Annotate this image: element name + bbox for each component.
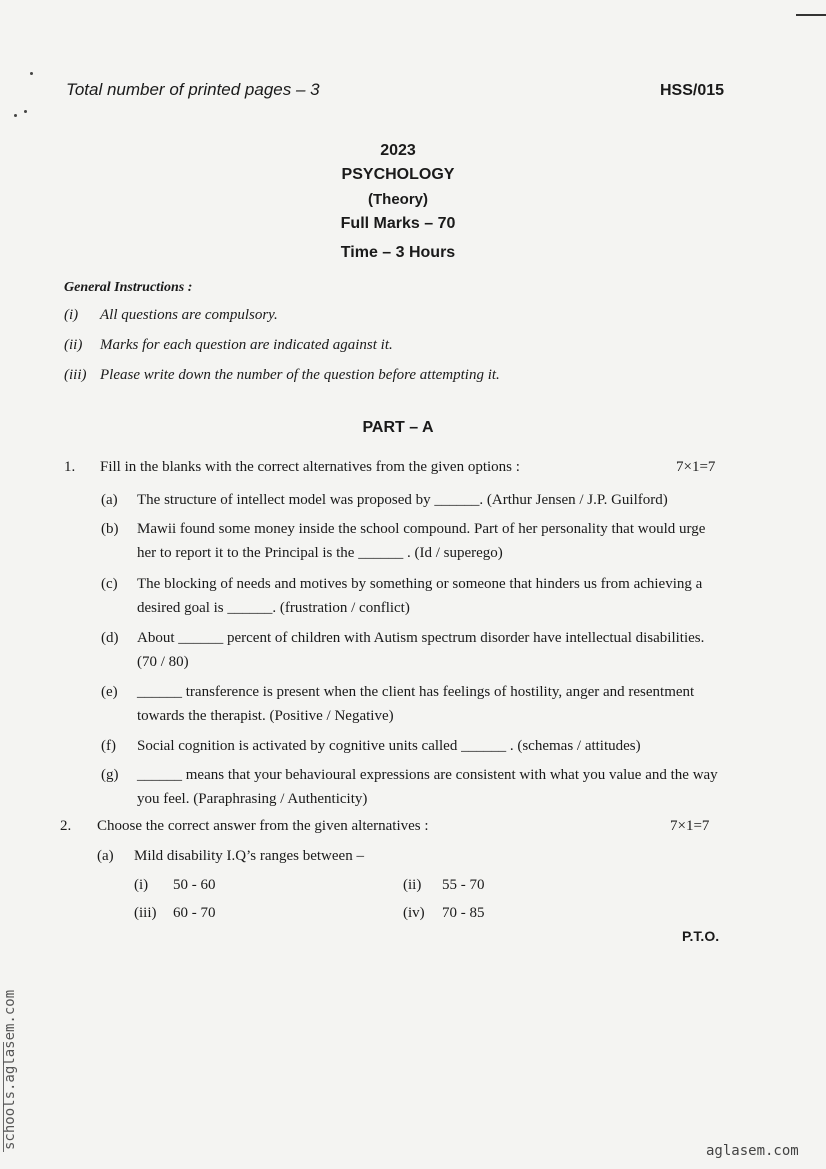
- q1-item-label: (c): [101, 576, 118, 592]
- part-a-heading: PART – A: [362, 419, 434, 436]
- q1-item-label: (g): [101, 767, 119, 783]
- q2-option-number: (ii): [403, 877, 422, 893]
- q1-item-text: ______ means that your behavioural expressions are consistent with what you value and the way you feel. (Paraphrasing / Authenticity): [137, 767, 718, 807]
- side-watermark: schools.aglasem.com: [2, 989, 18, 1150]
- instructions-heading: General Instructions :: [64, 280, 193, 295]
- question-2-marks: 7×1=7: [670, 818, 710, 834]
- top-edge-mark: [796, 14, 826, 16]
- scan-speck: [24, 110, 27, 113]
- paper-code: HSS/015: [660, 82, 725, 99]
- q1-item-label: (d): [101, 630, 119, 646]
- q2-option-number: (i): [134, 877, 149, 893]
- q2-option-text: 55 - 70: [442, 877, 485, 893]
- q1-item-label: (a): [101, 492, 118, 508]
- exam-paper-type: (Theory): [368, 191, 428, 208]
- q1-item-text: Mawii found some money inside the school compound. Part of her personality that would urge her to report it to the Principal is the ______ . (Id / superego): [137, 521, 706, 561]
- exam-year: 2023: [380, 142, 416, 159]
- question-1-number: 1.: [64, 459, 76, 475]
- scan-speck: [14, 114, 17, 117]
- q2-option-number: (iv): [403, 905, 425, 921]
- full-marks: Full Marks – 70: [340, 215, 456, 232]
- q1-item-text: About ______ percent of children with Autism spectrum disorder have intellectual disabilities. (70 / 80): [137, 630, 705, 670]
- q2-item-text: Mild disability I.Q’s ranges between –: [134, 848, 364, 864]
- question-2-text: Choose the correct answer from the given alternatives :: [97, 818, 429, 834]
- question-2-number: 2.: [60, 818, 72, 834]
- instruction-item: (i) All questions are compulsory.: [64, 307, 278, 323]
- q2-option-number: (iii): [134, 905, 157, 921]
- q1-item-text: Social cognition is activated by cognitive units called ______ . (schemas / attitudes): [137, 738, 641, 754]
- q1-item-text: The structure of intellect model was proposed by ______. (Arthur Jensen / J.P. Guilford): [137, 492, 668, 508]
- corner-watermark: aglasem.com: [706, 1143, 799, 1159]
- question-1-marks: 7×1=7: [676, 459, 716, 475]
- instruction-item: (ii) Marks for each question are indicated against it.: [64, 337, 393, 353]
- please-turn-over: P.T.O.: [682, 928, 720, 944]
- q1-item-text: The blocking of needs and motives by something or someone that hinders us from achieving a desired goal is ______. (frustration / conflict): [137, 576, 703, 616]
- q2-option-text: 60 - 70: [173, 905, 216, 921]
- time-allowed: Time – 3 Hours: [340, 244, 456, 261]
- scan-speck: [30, 72, 33, 75]
- q1-item-text: ______ transference is present when the client has feelings of hostility, anger and resentment towards the therapist. (Positive / Negative): [137, 684, 695, 724]
- q1-item-label: (b): [101, 521, 119, 537]
- q1-item-label: (e): [101, 684, 118, 700]
- q2-option-text: 70 - 85: [442, 905, 485, 921]
- q2-item-label: (a): [97, 848, 114, 864]
- exam-subject: PSYCHOLOGY: [341, 166, 455, 183]
- q1-item-label: (f): [101, 738, 116, 754]
- question-1-text: Fill in the blanks with the correct alternatives from the given options :: [100, 459, 520, 475]
- printed-pages-note: Total number of printed pages – 3: [66, 80, 320, 99]
- q2-option-text: 50 - 60: [173, 877, 216, 893]
- instruction-item: (iii) Please write down the number of the question before attempting it.: [64, 367, 500, 383]
